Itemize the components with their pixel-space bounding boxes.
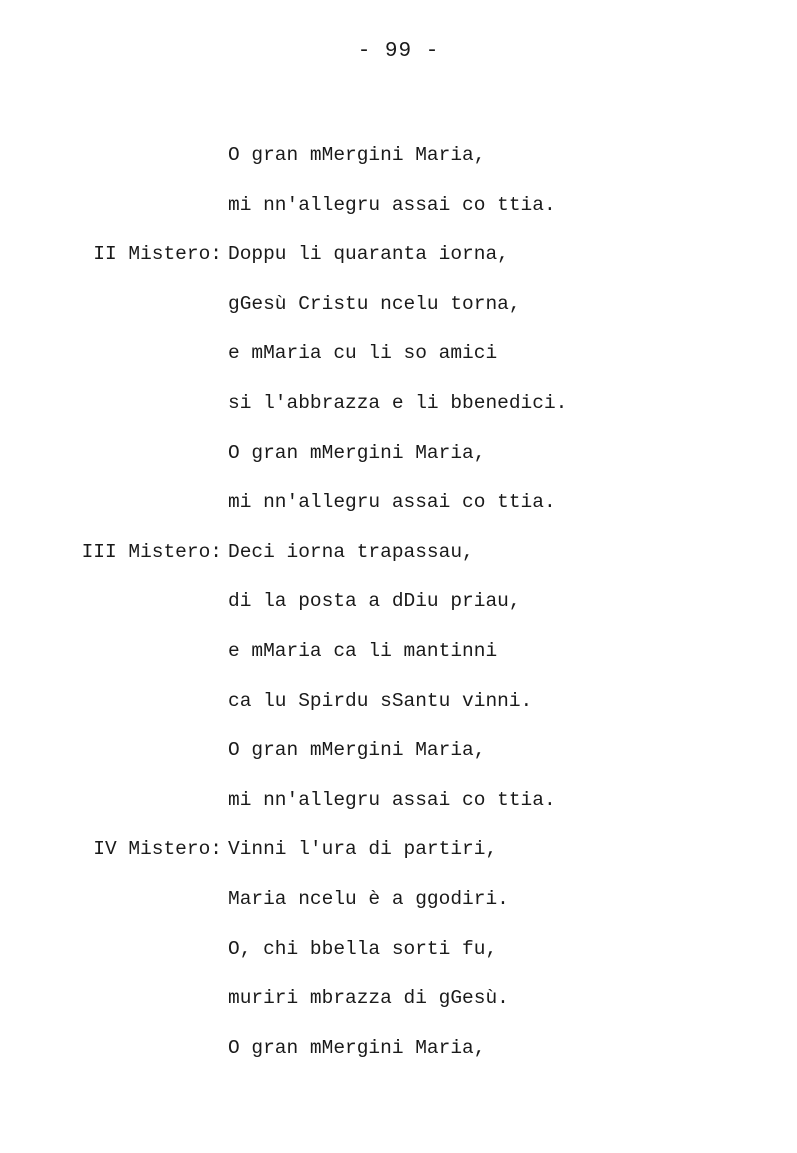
verse-text: mi nn'allegru assai co ttia. bbox=[228, 491, 556, 514]
verse-line bbox=[0, 388, 797, 438]
verse-line bbox=[0, 586, 797, 636]
verse-line bbox=[0, 190, 797, 240]
verse-line bbox=[0, 636, 797, 686]
verse-list bbox=[0, 140, 797, 1082]
mystery-label: IV Mistero: bbox=[93, 838, 222, 861]
verse-text: Doppu li quaranta iorna, bbox=[228, 243, 509, 266]
verse-line bbox=[0, 686, 797, 736]
verse-text: muriri mbrazza di gGesù. bbox=[228, 987, 509, 1010]
verse-line bbox=[0, 438, 797, 488]
verse-text: mi nn'allegru assai co ttia. bbox=[228, 788, 556, 811]
verse-text: Maria ncelu è a ggodiri. bbox=[228, 887, 509, 910]
verse-line bbox=[0, 487, 797, 537]
verse-line bbox=[0, 735, 797, 785]
verse-line bbox=[0, 1033, 797, 1083]
verse-text: O gran mMergini Maria, bbox=[228, 144, 486, 166]
verse-line bbox=[0, 884, 797, 934]
verse-text: si l'abbrazza e li bbenedici. bbox=[228, 391, 568, 414]
verse-line bbox=[0, 983, 797, 1033]
verse-line bbox=[0, 338, 797, 388]
page-number: - 99 - bbox=[357, 40, 440, 63]
verse-line bbox=[0, 785, 797, 835]
verse-text: e mMaria cu li so amici bbox=[228, 342, 498, 365]
verse-line bbox=[0, 239, 797, 289]
verse-line bbox=[0, 140, 797, 190]
verse-line bbox=[0, 834, 797, 884]
mystery-label: III Mistero: bbox=[81, 540, 222, 563]
verse-text: ca lu Spirdu sSantu vinni. bbox=[228, 689, 533, 712]
mystery-label: II Mistero: bbox=[93, 243, 222, 266]
verse-text: mi nn'allegru assai co ttia. bbox=[228, 193, 556, 216]
verse-text: Vinni l'ura di partiri, bbox=[228, 838, 498, 861]
verse-line bbox=[0, 289, 797, 339]
verse-text: O gran mMergini Maria, bbox=[228, 1036, 486, 1059]
verse-line bbox=[0, 537, 797, 587]
verse-text: e mMaria ca li mantinni bbox=[228, 639, 498, 662]
verse-text: gGesù Cristu ncelu torna, bbox=[228, 292, 521, 315]
verse-line bbox=[0, 934, 797, 984]
verse-text: di la posta a dDiu priau, bbox=[228, 590, 521, 613]
verse-text: O, chi bbella sorti fu, bbox=[228, 937, 498, 960]
verse-text: Deci iorna trapassau, bbox=[228, 540, 474, 563]
verse-text: O gran mMergini Maria, bbox=[228, 739, 486, 762]
verse-text: O gran mMergini Maria, bbox=[228, 441, 486, 464]
